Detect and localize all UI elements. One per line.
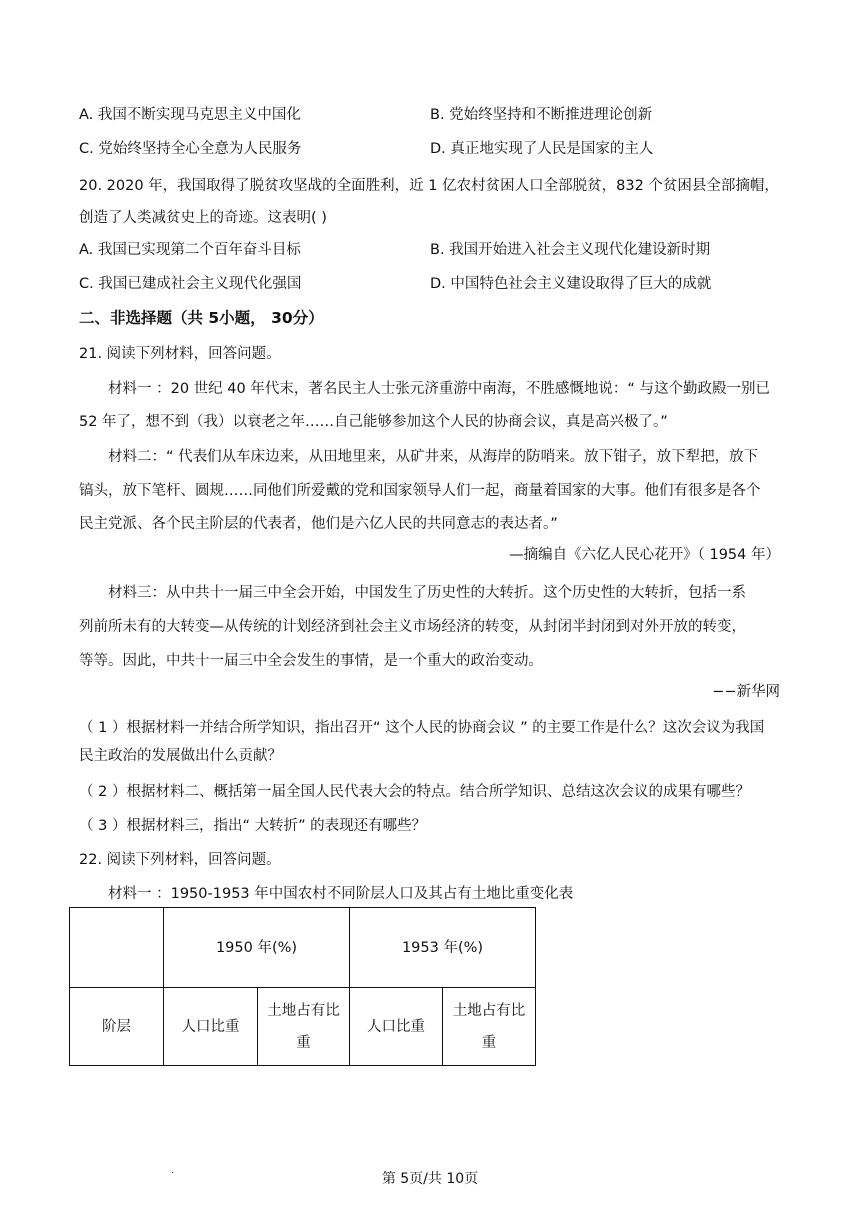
stratum-land-table — [69, 907, 536, 1066]
q21-material1-line2: 52 年了，想不到（我）以衰老之年……自己能够参加这个人民的协商会议，真是高兴极了。” — [79, 414, 668, 430]
q21-material1-line1: 材料一 ：20 世纪 40 年代末，著名民主人士张元济重游中南海，不胜感慨地说：“ 与这个勤政殿一别已 — [108, 381, 770, 397]
q19-option-c: C. 党始终坚持全心全意为人民服务 — [79, 141, 302, 157]
table-col-stratum: 阶层 — [70, 988, 164, 1066]
q21-sub3: （ 3 ）根据材料三，指出“ 大转折” 的表现还有哪些？ — [79, 818, 427, 834]
q19-option-d: D. 真正地实现了人民是国家的主人 — [430, 141, 654, 157]
q19-option-b: B. 党始终坚持和不断推进理论创新 — [430, 107, 653, 123]
q22-title: 22. 阅读下列材料，回答问题。 — [79, 852, 281, 868]
page-number: 第 5页/共 10页 — [381, 1171, 479, 1187]
q20-stem-line2: 创造了人类减贫史上的奇迹。这表明( ) — [79, 210, 327, 226]
q21-sub2: （ 2 ）根据材料二、概括第一届全国人民代表大会的特点。结合所学知识、总结这次会议的成果有哪些？ — [79, 784, 750, 800]
q20-option-a: A. 我国已实现第二个百年奋斗目标 — [79, 242, 301, 258]
table-col-land-1953: 土地占有比重 — [443, 988, 536, 1066]
q21-sub1-line2: 民主政治的发展做出什么贡献？ — [79, 748, 282, 764]
section2-heading: 二、非选择题（共 5小题， 30分） — [79, 309, 324, 327]
q21-material2-source: —摘编自《六亿人民心花开》（ 1954 年） — [509, 547, 780, 563]
q21-material2-line1: 材料二：“ 代表们从车床边来，从田地里来，从矿井来，从海岸的防哨来。放下钳子，放下犁把，放下 — [108, 449, 759, 465]
q21-material2-line2: 镐头，放下笔杆、圆规……同他们所爱戴的党和国家领导人们一起，商量着国家的大事。他们有很多是各个 — [79, 483, 761, 499]
table-header-1950: 1950 年(%) — [164, 908, 350, 988]
table-col-land-1950: 土地占有比重 — [258, 988, 350, 1066]
q20-option-c: C. 我国已建成社会主义现代化强国 — [79, 276, 302, 292]
table-col-pop-1950: 人口比重 — [164, 988, 258, 1066]
q19-option-a: A. 我国不断实现马克思主义中国化 — [79, 107, 301, 123]
q21-title: 21. 阅读下列材料，回答问题。 — [79, 346, 281, 362]
q20-option-b: B. 我国开始进入社会主义现代化建设新时期 — [430, 242, 711, 258]
q20-option-d: D. 中国特色社会主义建设取得了巨大的成就 — [430, 276, 712, 292]
q21-material2-line3: 民主党派、各个民主阶层的代表者，他们是六亿人民的共同意志的表达者。” — [79, 516, 558, 532]
q21-sub1-line1: （ 1 ）根据材料一并结合所学知识，指出召开“ 这个人民的协商会议 ” 的主要工作是什么？这次会议为我国 — [79, 720, 765, 736]
table-subheader-row — [70, 988, 536, 1066]
q20-stem-line1: 20. 2020 年，我国取得了脱贫攻坚战的全面胜利，近 1 亿农村贫困人口全部脱贫，832 个贫困县全部摘帽， — [79, 178, 779, 194]
q21-material3-line1: 材料三：从中共十一届三中全会开始，中国发生了历史性的大转折。这个历史性的大转折，包括一系 — [108, 585, 746, 601]
table-empty-cell — [70, 908, 164, 988]
footer-dot: . — [171, 1165, 175, 1176]
table-col-pop-1953: 人口比重 — [350, 988, 443, 1066]
table-header-1953: 1953 年(%) — [350, 908, 536, 988]
q21-material3-source: −−新华网 — [712, 684, 780, 700]
q22-material1-caption: 材料一 ：1950-1953 年中国农村不同阶层人口及其占有土地比重变化表 — [108, 886, 574, 902]
q21-material3-line2: 列前所未有的大转变—从传统的计划经济到社会主义市场经济的转变，从封闭半封闭到对外开放的转变， — [79, 619, 746, 635]
q21-material3-line3: 等等。因此，中共十一届三中全会发生的事情，是一个重大的政治变动。 — [79, 653, 543, 669]
table-header-row — [70, 908, 536, 988]
